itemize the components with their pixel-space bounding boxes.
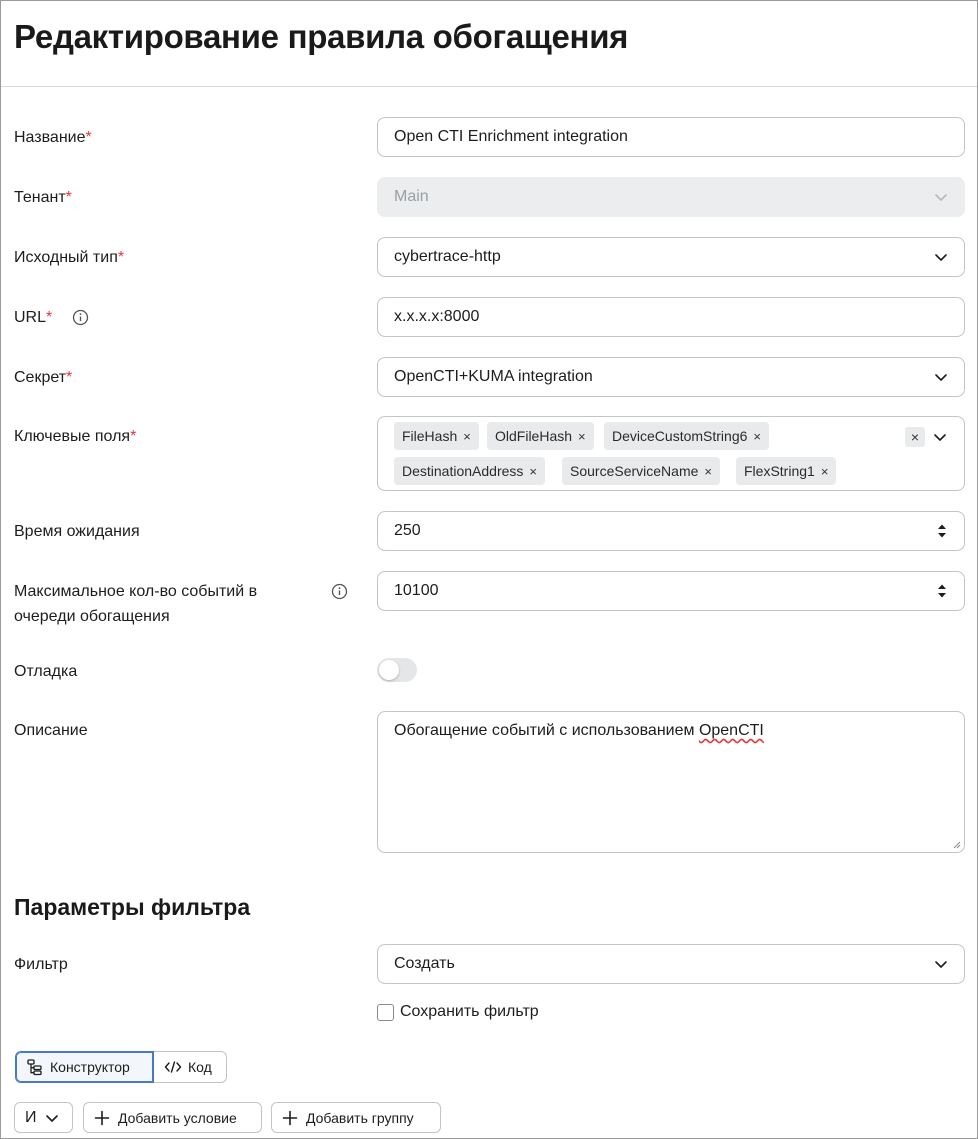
debug-toggle[interactable] xyxy=(377,658,417,682)
spinner-arrows-icon[interactable] xyxy=(936,582,948,600)
max-queue-label-line2: очереди обогащения xyxy=(14,608,170,625)
tab-code-label: Код xyxy=(188,1059,212,1075)
info-icon[interactable] xyxy=(331,583,348,600)
tenant-select xyxy=(377,177,965,217)
tab-constructor-label: Конструктор xyxy=(50,1059,130,1075)
tag-remove-icon[interactable]: × xyxy=(820,463,829,479)
page-title: Редактирование правила обогащения xyxy=(14,18,629,55)
debug-label: Отладка xyxy=(14,663,78,680)
description-label: Описание xyxy=(14,722,88,739)
url-input[interactable] xyxy=(377,297,965,337)
tag-destinationaddress xyxy=(394,457,545,485)
save-filter-row xyxy=(377,1003,539,1021)
tenant-label-text: Тенант xyxy=(14,189,66,206)
chevron-down-icon[interactable] xyxy=(934,250,948,264)
tag-flexstring1 xyxy=(736,457,836,485)
tag-remove-icon[interactable]: × xyxy=(463,428,471,444)
filter-section-title: Параметры фильтра xyxy=(14,894,251,920)
operator-select[interactable] xyxy=(14,1102,73,1133)
clear-all-icon[interactable]: × xyxy=(905,427,925,447)
required-mark: * xyxy=(65,189,72,206)
tenant-select-value: Main xyxy=(394,188,429,205)
secret-select-value: OpenCTI+KUMA integration xyxy=(394,368,593,385)
save-filter-checkbox[interactable] xyxy=(377,1004,394,1021)
spinner-arrows-icon[interactable] xyxy=(936,522,948,540)
secret-label-text: Секрет xyxy=(14,369,67,386)
url-label-text: URL xyxy=(14,309,47,326)
chevron-down-icon[interactable] xyxy=(934,370,948,384)
tag-label: SourceServiceName xyxy=(570,463,699,479)
info-icon[interactable] xyxy=(72,309,89,326)
max-queue-label xyxy=(14,579,257,629)
tree-icon xyxy=(26,1058,44,1076)
name-input[interactable] xyxy=(377,117,965,157)
tag-label: FileHash xyxy=(402,428,458,444)
max-queue-input[interactable] xyxy=(377,571,965,611)
tag-sourceservicename xyxy=(562,457,720,485)
add-group-button[interactable] xyxy=(271,1102,441,1133)
key-fields-label-text: Ключевые поля xyxy=(14,428,131,445)
required-mark: * xyxy=(130,428,137,445)
tenant-label xyxy=(14,185,72,210)
tag-remove-icon[interactable]: × xyxy=(753,428,761,444)
save-filter-label: Сохранить фильтр xyxy=(400,1003,539,1020)
plus-icon xyxy=(94,1110,110,1126)
source-type-select[interactable] xyxy=(377,237,965,277)
add-condition-button[interactable] xyxy=(83,1102,262,1133)
key-fields-label xyxy=(14,424,136,449)
tag-remove-icon[interactable]: × xyxy=(529,463,537,479)
required-mark: * xyxy=(85,129,92,146)
required-mark: * xyxy=(66,369,73,386)
chevron-down-icon xyxy=(45,1111,59,1125)
tag-label: DeviceCustomString6 xyxy=(612,428,748,444)
toggle-knob xyxy=(379,660,399,680)
tag-label: DestinationAddress xyxy=(402,463,524,479)
tag-label: OldFileHash xyxy=(495,428,573,444)
key-fields-multiselect[interactable] xyxy=(377,416,965,491)
chevron-down-icon[interactable] xyxy=(933,430,947,444)
add-condition-label: Добавить условие xyxy=(118,1109,237,1126)
tag-oldfilehash xyxy=(487,422,594,450)
description-misspelled-word: OpenCTI xyxy=(698,722,764,739)
tag-devicecustomstring6 xyxy=(604,422,769,450)
url-input-value: x.x.x.x:8000 xyxy=(394,308,480,325)
filter-select[interactable] xyxy=(377,944,965,984)
description-text: Обогащение событий с использованием xyxy=(394,722,699,739)
name-label-text: Название xyxy=(14,129,86,146)
tag-label: FlexString1 xyxy=(744,463,815,479)
plus-icon xyxy=(282,1110,298,1126)
tag-filehash xyxy=(394,422,479,450)
resize-handle-icon[interactable] xyxy=(951,839,961,849)
required-mark: * xyxy=(46,309,53,326)
secret-label xyxy=(14,365,72,390)
secret-select[interactable] xyxy=(377,357,965,397)
name-input-value: Open CTI Enrichment integration xyxy=(394,128,628,145)
description-textarea[interactable] xyxy=(377,711,965,853)
url-label xyxy=(14,305,52,330)
add-group-label: Добавить группу xyxy=(306,1109,414,1126)
filter-select-value: Создать xyxy=(394,955,455,972)
max-queue-input-value: 10100 xyxy=(394,582,439,599)
timeout-input-value: 250 xyxy=(394,522,421,539)
tag-remove-icon[interactable]: × xyxy=(704,463,712,479)
tab-constructor[interactable] xyxy=(15,1051,154,1083)
name-label xyxy=(14,125,92,150)
filter-label: Фильтр xyxy=(14,956,68,973)
source-type-label-text: Исходный тип xyxy=(14,249,118,266)
max-queue-label-line1: Максимальное кол-во событий в xyxy=(14,583,258,600)
timeout-input[interactable] xyxy=(377,511,965,551)
tab-code[interactable] xyxy=(154,1051,227,1083)
tag-remove-icon[interactable]: × xyxy=(578,428,586,444)
chevron-down-icon xyxy=(934,190,948,204)
required-mark: * xyxy=(117,249,125,266)
chevron-down-icon[interactable] xyxy=(934,957,948,971)
title-divider xyxy=(1,86,977,87)
source-type-select-value: cybertrace-http xyxy=(394,248,501,265)
source-type-label xyxy=(14,245,124,270)
code-icon xyxy=(164,1060,182,1074)
timeout-label: Время ожидания xyxy=(14,523,140,540)
operator-select-value: И xyxy=(25,1108,37,1126)
